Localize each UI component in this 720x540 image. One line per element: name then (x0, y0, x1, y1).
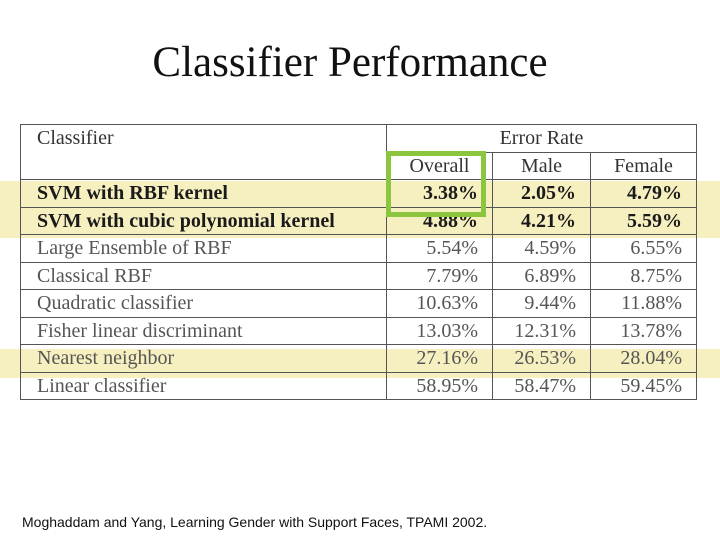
citation: Moghaddam and Yang, Learning Gender with Support Faces, TPAMI 2002. (22, 514, 488, 530)
female-error: 11.88% (591, 290, 697, 318)
slide-title: Classifier Performance (152, 39, 548, 86)
table-row (21, 372, 697, 400)
classifier-name: Large Ensemble of RBF (21, 235, 387, 263)
male-error: 4.59% (493, 235, 591, 263)
header-female: Female (591, 152, 697, 180)
male-error: 58.47% (493, 372, 591, 400)
male-error: 12.31% (493, 317, 591, 345)
male-error: 26.53% (493, 345, 591, 373)
results-table (20, 124, 697, 400)
female-error: 4.79% (591, 180, 697, 208)
overall-error: 27.16% (387, 345, 493, 373)
classifier-name: Quadratic classifier (21, 290, 387, 318)
male-error: 9.44% (493, 290, 591, 318)
classifier-name: Nearest neighbor (21, 345, 387, 373)
overall-error: 10.63% (387, 290, 493, 318)
female-error: 8.75% (591, 262, 697, 290)
table-row (21, 180, 697, 208)
table-row (21, 317, 697, 345)
header-overall: Overall (387, 152, 493, 180)
table-row (21, 262, 697, 290)
header-row (21, 125, 697, 153)
female-error: 59.45% (591, 372, 697, 400)
female-error: 28.04% (591, 345, 697, 373)
overall-column-focus-box (386, 151, 486, 217)
male-error: 6.89% (493, 262, 591, 290)
classifier-name: Classical RBF (21, 262, 387, 290)
table-row (21, 290, 697, 318)
female-error: 13.78% (591, 317, 697, 345)
results-table-container (20, 124, 696, 406)
overall-error: 5.54% (387, 235, 493, 263)
overall-error: 58.95% (387, 372, 493, 400)
overall-error: 13.03% (387, 317, 493, 345)
female-error: 5.59% (591, 207, 697, 235)
header-error-rate: Error Rate (387, 125, 697, 153)
classifier-name: Linear classifier (21, 372, 387, 400)
table-row (21, 235, 697, 263)
classifier-name: SVM with cubic polynomial kernel (21, 207, 387, 235)
male-error: 4.21% (493, 207, 591, 235)
male-error: 2.05% (493, 180, 591, 208)
table-row (21, 345, 697, 373)
table-row (21, 207, 697, 235)
overall-error: 3.38% (387, 180, 493, 208)
header-male: Male (493, 152, 591, 180)
header-classifier: Classifier (21, 125, 387, 180)
female-error: 6.55% (591, 235, 697, 263)
overall-error: 7.79% (387, 262, 493, 290)
overall-error: 4.88% (387, 207, 493, 235)
classifier-name: Fisher linear discriminant (21, 317, 387, 345)
classifier-name: SVM with RBF kernel (21, 180, 387, 208)
